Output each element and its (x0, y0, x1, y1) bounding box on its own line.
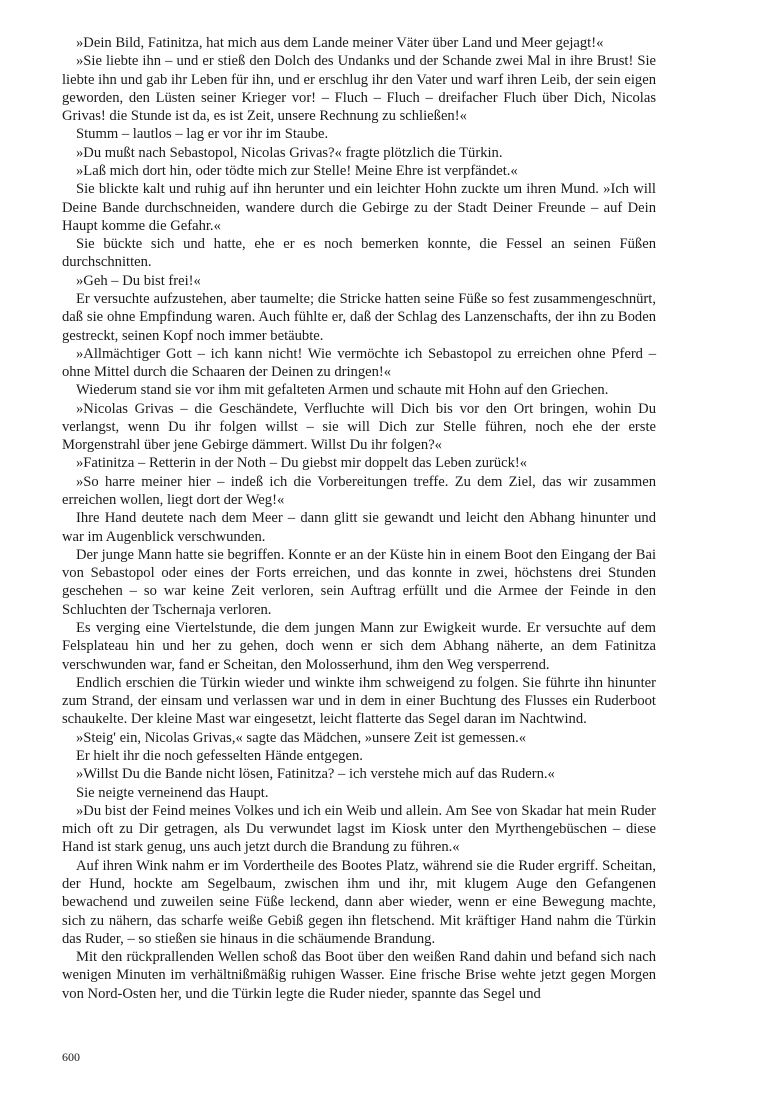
page-number: 600 (62, 1050, 80, 1064)
paragraph: »Du mußt nach Sebastopol, Nicolas Grivas?« fragte plötzlich die Türkin. (76, 144, 503, 161)
body-text (62, 34, 656, 1003)
paragraph: Endlich erschien die Türkin wieder und winkte ihm schweigend zu folgen. Sie führte ihn hinunter zum Strand, der einsam und verlassen war und in dem in einer Buchtung des Flusses ein Ruderboot schaukelte. Der kleine Mast war eingesetzt, leicht flatterte das Segel daran im Nachtwind. (62, 674, 656, 728)
paragraph: »Nicolas Grivas – die Geschändete, Verfluchte will Dich bis vor den Ort bringen, wohin Du verlangst, wenn Du ihr folgen willst – sie will Dich zur Stelle führen, noch ehe der erste Morgenstrahl über jene Gebirge dämmert. Willst Du ihr folgen?« (62, 400, 656, 454)
paragraph: »Dein Bild, Fatinitza, hat mich aus dem Lande meiner Väter über Land und Meer gejagt!« (76, 35, 604, 51)
paragraph: Auf ihren Wink nahm er im Vordertheile des Bootes Platz, während sie die Ruder ergriff. Scheitan, der Hund, hockte am Segelbaum, zwischen ihm und ihr, mit klugem Auge den Gefangenen bewachend und zuweilen seine Füße leckend, dann aber wieder, wenn er eine Bewegung machte, sich zu nähern, das scharfe weiße Gebiß gegen ihn fletschend. Mit kräftiger Hand nahm die Türkin das Ruder, – so stießen sie hinaus in die schäumende Brandung. (62, 857, 656, 947)
paragraph: Wiederum stand sie vor ihm mit gefalteten Armen und schaute mit Hohn auf den Griechen. (76, 382, 609, 399)
paragraph: Er hielt ihr die noch gefesselten Hände entgegen. (76, 747, 363, 764)
paragraph: »Geh – Du bist frei!« (76, 272, 201, 289)
paragraph: »Willst Du die Bande nicht lösen, Fatinitza? – ich verstehe mich auf das Rudern.« (76, 766, 555, 783)
paragraph: Mit den rückprallenden Wellen schoß das Boot über den weißen Rand dahin und befand sich nach wenigen Minuten im verhältnißmäßig ruhigen Wasser. Eine frische Brise wehte jetzt gegen Morgen von Nord-Osten her, und die Türkin legte die Ruder nieder, spannte das Segel und (62, 949, 656, 1002)
paragraph: Ihre Hand deutete nach dem Meer – dann glitt sie gewandt und leicht den Abhang hinunter und war im Augenblick verschwunden. (62, 510, 656, 545)
paragraph: Sie blickte kalt und ruhig auf ihn herunter und ein leichter Hohn zuckte um ihren Mund. »Ich will Deine Bande durchschneiden, wandere durch die Gebirge zu der Stadt Deiner Freunde – auf Dein Haupt komme die Gefahr.« (62, 181, 656, 234)
paragraph: Stumm – lautlos – lag er vor ihr im Staube. (76, 126, 329, 143)
paragraph: Sie bückte sich und hatte, ehe er es noch bemerken konnte, die Fessel an seinen Füßen durchschnitten. (62, 236, 656, 271)
paragraph: »Allmächtiger Gott – ich kann nicht! Wie vermöchte ich Sebastopol zu erreichen ohne Pferd – ohne Mittel durch die Schaaren der Deinen zu dringen!« (62, 345, 656, 381)
paragraph: »So harre meiner hier – indeß ich die Vorbereitungen treffe. Zu dem Ziel, das wir zusammen erreichen wollen, liegt dort der Weg!« (62, 473, 656, 509)
paragraph: Er versuchte aufzustehen, aber taumelte; die Stricke hatten seine Füße so fest zusammengeschnürt, daß sie ohne Empfindung waren. Auch fühlte er, daß der Schlag des Lanzenschafts, der ihn zu Boden gestreckt, seinen Kopf noch immer betäubte. (62, 290, 656, 344)
paragraph: »Du bist der Feind meines Volkes und ich ein Weib und allein. Am See von Skadar hat mein Ruder mich oft zu Dir getragen, als Du verwundet lagst im Kiosk unter den Myrthengebüschen – diese Hand ist stark genug, uns auch jetzt durch die Brandung zu führen.« (62, 802, 656, 856)
paragraph: »Laß mich dort hin, oder tödte mich zur Stelle! Meine Ehre ist verpfändet.« (76, 162, 518, 179)
paragraph: Der junge Mann hatte sie begriffen. Konnte er an der Küste hin in einem Boot den Eingang der Bai von Sebastopol oder eines der Forts erreichen, und das konnte in zwei, höchstens drei Stunden geschehen – so war keine Zeit verloren, sein Auftrag erfüllt und die Armee der Feinde in den Schluchten der Tschernaja verloren. (62, 546, 656, 618)
paragraph: »Fatinitza – Retterin in der Noth – Du giebst mir doppelt das Leben zurück!« (76, 455, 528, 472)
paragraph: Sie neigte verneinend das Haupt. (76, 784, 269, 801)
paragraph: Es verging eine Viertelstunde, die dem jungen Mann zur Ewigkeit wurde. Er versuchte auf dem Felsplateau hin und her zu gehen, doch wenn er sich dem Abhang näherte, an dem Fatinitza verschwunden war, fand er Scheitan, den Molosserhund, ihm den Weg versperrend. (62, 620, 656, 673)
paragraph: »Steig' ein, Nicolas Grivas,« sagte das Mädchen, »unsere Zeit ist gemessen.« (76, 729, 527, 746)
paragraph: »Sie liebte ihn – und er stieß den Dolch des Undanks und der Schande zwei Mal in ihre Brust! Sie liebte ihn und gab ihr Leben für ihn, und er erschlug ihr den Vater und warf ihren Leib, der sein eigen geworden, den Lüsten seiner Krieger vor! – Fluch – Fluch – dreifacher Fluch über Dich, Nicolas Grivas! die Stunde ist da, es ist Zeit, unsere Rechnung zu schließen!« (62, 53, 656, 125)
